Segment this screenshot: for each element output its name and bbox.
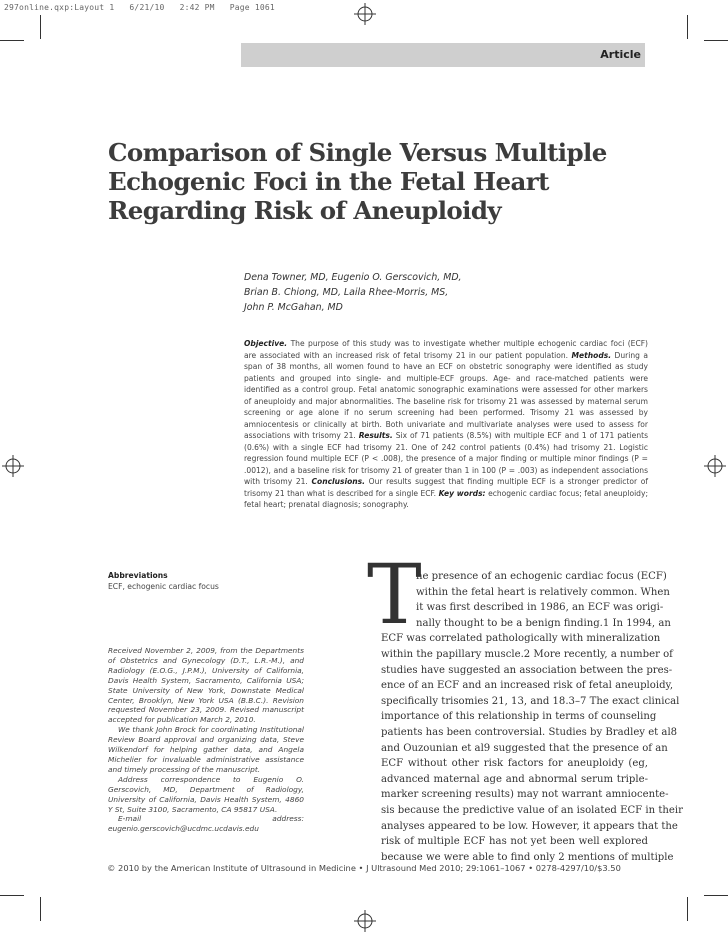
title-line: Comparison of Single Versus Multiple — [108, 138, 607, 167]
abstract-conclusions: Our results suggest that finding multiple ECF is a stronger predictor of trisomy 21 than what is described for a single ECF. — [244, 477, 648, 498]
author-line: Brian B. Chiong, MD, Laila Rhee-Morris, MS, — [244, 287, 449, 298]
body-line: marker screening results) may not warrant amniocente- — [381, 789, 669, 801]
body-line: ence of an ECF and an increased risk of fetal aneuploidy, — [381, 680, 674, 692]
title-line: Regarding Risk of Aneuploidy — [108, 196, 502, 225]
body-line: nally thought to be a benign finding.1 In 1994, an — [416, 617, 671, 629]
body-line: importance of this relationship in terms of counseling — [381, 711, 657, 723]
body-line: analyses appeared to be low. However, it appears that the — [381, 820, 678, 832]
author-list — [244, 270, 462, 315]
abstract-conclusions-label: Conclusions. — [311, 477, 366, 486]
section-label: Article — [600, 48, 641, 61]
author-line: John P. McGahan, MD — [244, 302, 343, 313]
correspondence-address: Address correspondence to Eugenio O. Gerscovich, MD, Department of Radiology, University of California, Davis Health System, 4860 Y St, Suite 3100, Sacramento, CA 95817 USA. — [108, 774, 304, 814]
abbreviations-text: ECF, echogenic cardiac focus — [108, 581, 219, 591]
correspondence-email: E-mail address: eugenio.gerscovich@ucdmc.ucdavis.edu — [108, 814, 304, 834]
body-line: specifically trisomies 21, 13, and 18.3–7 The exact clinical — [381, 695, 680, 707]
registration-mark-icon — [354, 910, 376, 932]
article-title — [108, 138, 628, 225]
registration-mark-icon — [704, 455, 726, 477]
abbreviations-heading: Abbreviations — [108, 571, 168, 580]
body-line: patients has been controversial. Studies by Bradley et al8 — [381, 726, 678, 738]
drop-cap: T — [367, 548, 422, 643]
body-line: because we were able to find only 2 mentions of multiple — [381, 851, 674, 863]
body-line: ECF was correlated pathologically with mineralization — [381, 633, 661, 645]
acknowledgments: We thank John Brock for coordinating Institutional Review Board approval and organizing data, Steve Wilkendorf for helping gather data, and Angela Michelier for invaluable administrative assistance and timely processing of the manuscript. — [108, 725, 304, 774]
body-line: within the papillary muscle.2 More recently, a number of — [381, 648, 673, 660]
received-note — [108, 646, 304, 834]
body-line: risk of multiple ECF has not yet been well explored — [381, 836, 648, 848]
abstract-results-label: Results. — [358, 431, 393, 440]
registration-mark-icon — [354, 3, 376, 25]
abstract-keywords: echogenic cardiac focus; fetal aneuploidy; fetal heart; prenatal diagnosis; sonography. — [244, 488, 648, 509]
abstract-objective: The purpose of this study was to investigate whether multiple echogenic cardiac foci (ECF) are associated with an increased risk of fetal trisomy 21 in our patient population. — [244, 339, 648, 360]
body-line: advanced maternal age and abnormal serum triple- — [381, 773, 648, 785]
body-line: sis because the predictive value of an isolated ECF in their — [381, 804, 683, 816]
abstract-keywords-label: Key words: — [438, 488, 486, 498]
received-dates: Received November 2, 2009, from the Departments of Obstetrics and Gynecology (D.T., L.R.-M.), and Radiology (E.O.G., J.P.M.), University of California, Davis Health System, Sacramento, California USA; State University of New York, Downstate Medical Center, Brooklyn, New York USA (B.B.C.). Revision requested November 23, 2009. Revised manuscript accepted for publication March 2, 2010. — [108, 646, 304, 725]
abstract-results: Six of 71 patients (8.5%) with multiple ECF and 1 of 171 patients (0.6%) with a single ECF had trisomy 21. One of 242 control patients (0.4%) had trisomy 21. Logistic regression found multiple ECF (P < .008), the presence of a major finding or multiple minor findings (P = .0012), and a baseline risk for trisomy 21 of greater than 1 in 100 (P = .003) as independent associations with trisomy 21. — [244, 431, 649, 486]
abbreviations-box — [108, 571, 318, 592]
abstract-methods: During a span of 38 months, all women found to have an ECF on obstetric sonography were identified as study patients and grouped into single- and multiple-ECF groups. Age- and race-matched patients were identified as a control group. Fetal anatomic sonographic examinations were assessed for other markers of aneuploidy and major abnormalities. The baseline risk for trisomy 21 was assessed by maternal serum screening or age alone if no serum screening had been performed. Trisomy 21 was assessed by amniocentesis or clinically at birth. Both univariate and multivariate analyses were used to assess for associations with trisomy 21. — [244, 350, 648, 440]
body-line: studies have suggested an association between the pres- — [381, 664, 673, 676]
abstract — [244, 338, 648, 511]
abstract-methods-label: Methods. — [571, 350, 612, 360]
body-line: it was first described in 1986, an ECF was origi- — [416, 602, 664, 614]
author-line: Dena Towner, MD, Eugenio O. Gerscovich, MD, — [244, 272, 462, 283]
section-header-bar — [241, 43, 645, 67]
body-line: and Ouzounian et al9 suggested that the presence of an — [381, 742, 668, 754]
body-text — [381, 569, 683, 865]
body-line: he presence of an echogenic cardiac focus (ECF) — [416, 571, 667, 582]
body-line: within the fetal heart is relatively common. When — [416, 586, 670, 598]
printer-slug: 297online.qxp:Layout 1 6/21/10 2:42 PM Page 1061 — [4, 3, 275, 12]
copyright-footer: © 2010 by the American Institute of Ultrasound in Medicine • J Ultrasound Med 2010; 29:1061–1067 • 0278-4297/10/$3.50 — [107, 863, 621, 873]
abstract-objective-label: Objective. — [244, 339, 288, 348]
body-line: ECF without other risk factors for aneuploidy (eg, — [381, 758, 648, 770]
title-line: Echogenic Foci in the Fetal Heart — [108, 167, 549, 196]
registration-mark-icon — [2, 455, 24, 477]
